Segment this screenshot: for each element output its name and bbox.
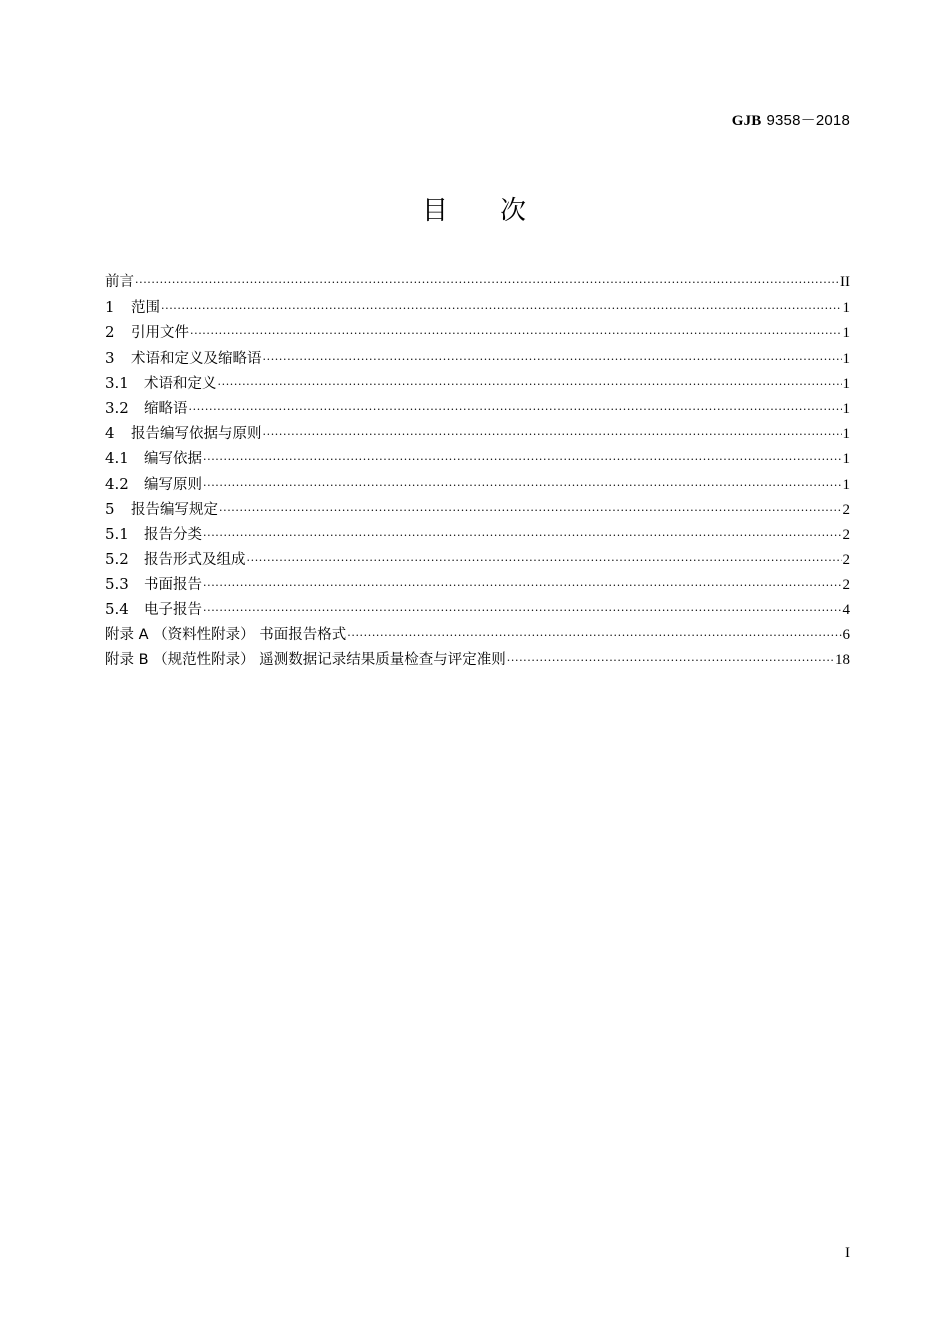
toc-entry-5-3[interactable] [105, 572, 850, 597]
toc-leader-dots [161, 296, 842, 321]
toc-entry-title: 书面报告 [144, 577, 202, 594]
toc-page-number: 6 [842, 626, 850, 643]
toc-entry-title: 编写原则 [144, 476, 202, 493]
toc-entry-title: 报告编写规定 [131, 501, 218, 518]
table-of-contents [105, 270, 850, 673]
toc-entry-title: 附录 A （资料性附录） 书面报告格式 [105, 626, 347, 643]
toc-page-number: 2 [842, 501, 850, 518]
toc-leader-dots [189, 397, 842, 422]
toc-leader-dots [203, 523, 842, 548]
toc-entry-title: 前言 [105, 274, 134, 290]
toc-entry-title: 范围 [131, 300, 160, 317]
toc-entry-title: 电子报告 [144, 602, 202, 619]
toc-entry-title: 术语和定义及缩略语 [131, 350, 262, 367]
toc-entry-5-1[interactable] [105, 522, 850, 547]
toc-entry-5[interactable] [105, 497, 850, 522]
toc-entry-4-1[interactable] [105, 446, 850, 471]
toc-page-number: 1 [842, 426, 850, 443]
toc-page-number: 1 [842, 476, 850, 493]
toc-page-number: 1 [842, 350, 850, 367]
toc-entry-title: 引用文件 [131, 325, 189, 342]
title-char-1: 目 [421, 196, 450, 226]
toc-entry-3-2[interactable] [105, 396, 850, 421]
toc-section-number: 4 [105, 424, 115, 443]
toc-leader-dots [203, 573, 842, 598]
toc-section-number: 4.1 [105, 449, 129, 468]
title-char-2: 次 [500, 196, 529, 226]
toc-entry-4[interactable] [105, 421, 850, 446]
toc-entry-3-1[interactable] [105, 371, 850, 396]
toc-entry-title: 缩略语 [144, 400, 188, 417]
toc-leader-dots [507, 648, 834, 673]
toc-entry-title: 报告编写依据与原则 [131, 426, 262, 443]
toc-section-number: 1 [105, 298, 115, 317]
toc-page-number: 2 [842, 577, 850, 594]
toc-leader-dots [347, 623, 841, 648]
toc-section-number: 5 [105, 499, 115, 518]
toc-leader-dots [203, 598, 842, 623]
toc-leader-dots [247, 548, 842, 573]
toc-entry-1[interactable] [105, 295, 850, 320]
toc-page-number: 1 [842, 400, 850, 417]
toc-page-number: II [840, 274, 850, 290]
toc-entry-3[interactable] [105, 346, 850, 371]
toc-section-number: 4.2 [105, 474, 129, 493]
toc-section-number: 5.2 [105, 550, 129, 569]
toc-entry-4-2[interactable] [105, 472, 850, 497]
toc-entry-title: 附录 B （规范性附录） 遥测数据记录结果质量检查与评定准则 [105, 651, 506, 668]
toc-section-number: 3.1 [105, 373, 129, 392]
toc-section-number: 5.4 [105, 600, 129, 619]
toc-section-number: 5.3 [105, 575, 129, 594]
toc-page-number: 1 [842, 300, 850, 317]
page-number-footer: I [845, 1245, 850, 1261]
toc-entry-title: 编写依据 [144, 451, 202, 468]
toc-page-number: 2 [842, 526, 850, 543]
page-title [0, 190, 950, 227]
toc-leader-dots [190, 321, 842, 346]
toc-entry-2[interactable] [105, 320, 850, 345]
toc-leader-dots [263, 347, 842, 372]
toc-leader-dots [135, 270, 839, 295]
toc-page-number: 1 [842, 325, 850, 342]
toc-entry-5-4[interactable] [105, 597, 850, 622]
toc-leader-dots [203, 447, 842, 472]
toc-section-number: 5.1 [105, 524, 129, 543]
toc-leader-dots [218, 372, 842, 397]
toc-page-number: 18 [835, 651, 850, 668]
toc-entry-preface[interactable] [105, 270, 850, 295]
toc-section-number: 3.2 [105, 398, 129, 417]
toc-page-number: 1 [842, 451, 850, 468]
toc-leader-dots [219, 498, 842, 523]
toc-section-number: 2 [105, 323, 115, 342]
toc-entry-5-2[interactable] [105, 547, 850, 572]
toc-page-number: 1 [842, 375, 850, 392]
toc-section-number: 3 [105, 348, 115, 367]
standard-code: GJB [731, 113, 762, 129]
toc-entry-appendix-b[interactable] [105, 648, 850, 673]
standard-number-header [732, 109, 850, 130]
toc-entry-appendix-a[interactable] [105, 623, 850, 648]
toc-leader-dots [203, 473, 842, 498]
standard-year: 9358－2018 [766, 112, 850, 129]
toc-leader-dots [263, 422, 842, 447]
toc-entry-title: 报告分类 [144, 526, 202, 543]
toc-page-number: 4 [842, 602, 850, 619]
toc-entry-title: 术语和定义 [144, 375, 217, 392]
toc-entry-title: 报告形式及组成 [144, 552, 246, 569]
toc-page-number: 2 [842, 552, 850, 569]
